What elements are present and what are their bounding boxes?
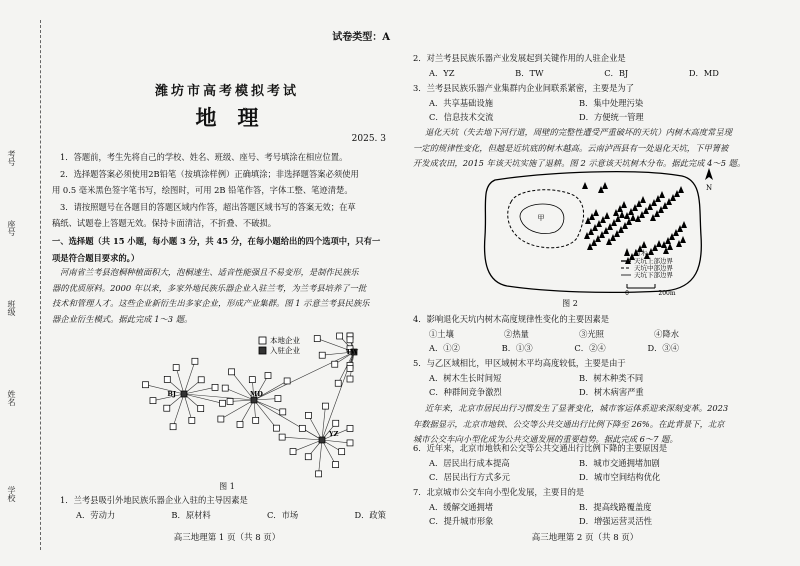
section-heading <box>52 235 402 264</box>
local-enterprise-node <box>333 462 339 468</box>
local-enterprise-node <box>347 376 353 382</box>
tree-legend-icon <box>624 248 630 256</box>
local-enterprise-node <box>337 333 343 339</box>
inbound-enterprise-node <box>181 391 187 397</box>
paper-type: 试卷类型：A <box>332 32 390 43</box>
question-4-items <box>429 328 679 341</box>
option-d[interactable]: D．城市空间结构优化 <box>579 472 661 482</box>
tree-icon <box>667 243 673 250</box>
passage-line: 器企业衍生模式。据此完成 1～3 题。 <box>52 313 193 324</box>
tree-icon <box>659 191 665 198</box>
question-7-options-row2 <box>429 515 652 528</box>
option-d[interactable]: D．③④ <box>647 343 679 353</box>
local-enterprise-node <box>253 417 259 423</box>
option-a[interactable]: A．居民出行成本提高 <box>429 458 510 468</box>
local-enterprise-node <box>198 406 204 412</box>
section-heading-line: 一、选择题（共 15 小题，每小题 3 分，共 45 分，在每小题给出的四个选项中，只有一 <box>52 236 381 246</box>
local-enterprise-node <box>280 409 286 415</box>
option-b[interactable]: B．城市交通拥堵加剧 <box>579 458 660 468</box>
figure-1-caption: 图 1 <box>219 482 235 491</box>
local-enterprise-node <box>212 384 218 390</box>
local-enterprise-node <box>347 365 353 371</box>
local-enterprise-node <box>333 420 339 426</box>
legend-local-swatch <box>259 337 266 344</box>
local-enterprise-node <box>339 449 345 455</box>
local-enterprise-node <box>305 454 311 460</box>
figure-2-caption: 图 2 <box>562 299 578 308</box>
option-b[interactable]: B．提高线路覆盖度 <box>579 502 652 512</box>
legend-upper: 天坑上部边界 <box>634 257 673 265</box>
local-enterprise-node <box>347 425 353 431</box>
local-enterprise-node <box>332 361 338 367</box>
option-c[interactable]: C．种群间竞争激烈 <box>429 387 502 397</box>
network-link <box>184 361 195 394</box>
tree-icon <box>656 240 662 247</box>
question-1: 1．兰考县吸引外地民族乐器企业入驻的主导因素是 <box>60 495 248 505</box>
option-a[interactable]: A．缓解交通拥堵 <box>429 502 494 512</box>
network-link <box>184 387 215 394</box>
subject-title: 地 理 <box>195 106 259 130</box>
passage-2 <box>413 126 793 170</box>
node-label-tw: TW <box>345 348 358 356</box>
question-2-options <box>429 67 719 80</box>
question-4: 4．影响退化天坑内树木高度规律性变化的主要因素是 <box>413 314 610 324</box>
node-label-md: MD <box>250 390 263 398</box>
passage-line: 年数据显示，北京市地铁、公交等公共交通出行比例下降至 26%。在此背景下，北京 <box>413 418 725 429</box>
option-b[interactable]: B．①③ <box>501 343 533 353</box>
local-enterprise-node <box>150 398 156 404</box>
passage-line: 器的优质原料。2000 年以来，多家外地民族乐器企业入驻兰考，为兰考县培养了一批 <box>52 282 367 293</box>
local-enterprise-node <box>143 382 149 388</box>
local-enterprise-node <box>227 398 233 404</box>
tree-icon <box>593 209 599 216</box>
instruction-line: 1．答题前，考生先将自己的学校、姓名、班级、座号、考号填涂在相应位置。 <box>60 152 348 162</box>
question-7-options-row1 <box>429 501 651 514</box>
network-link <box>254 400 322 440</box>
passage-line: 退化天坑（失去地下河行道，周壁的完整性遭受严重破坏的天坑）内树木高度常呈现 <box>425 127 732 137</box>
option-d[interactable]: D．增强运营灵活性 <box>579 516 653 526</box>
question-6-options-row1 <box>429 457 660 470</box>
tree-icon <box>680 236 686 243</box>
option-d[interactable]: D．树木病害严重 <box>579 387 644 397</box>
network-link <box>319 440 322 474</box>
tree-icon <box>681 221 687 228</box>
network-link <box>173 394 184 427</box>
binding-label-class: 班级 <box>7 300 16 316</box>
question-6: 6．近年来，北京市地铁和公交等公共交通出行比例下降的主要原因是 <box>413 443 668 453</box>
local-enterprise-node <box>335 380 341 386</box>
network-link <box>240 400 254 424</box>
tree-icon <box>582 182 588 189</box>
legend-middle: 天坑中部边界 <box>634 264 673 272</box>
network-nodes <box>143 333 357 477</box>
option-d[interactable]: D．MD <box>688 68 719 78</box>
page-footer: 高三地理第 1 页（共 8 页） <box>173 533 281 543</box>
tree-icon <box>640 196 646 203</box>
tree-icon <box>604 212 610 219</box>
local-enterprise-node <box>305 412 311 418</box>
question-6-options-row2 <box>429 471 660 484</box>
local-enterprise-node <box>170 424 176 430</box>
passage-line: 河南省兰考县泡桐种植面积大，泡桐速生、适音性能强且不易变形，是制作民族乐 <box>60 267 359 277</box>
local-enterprise-node <box>273 425 279 431</box>
local-enterprise-node <box>299 425 305 431</box>
question-7: 7．北京城市公交车向小型化发展，主要目的是 <box>413 487 585 497</box>
scale-zero: 0 <box>625 290 629 297</box>
tree-icon <box>678 186 684 193</box>
figure-1-network <box>104 332 358 482</box>
binding-margin <box>0 0 48 566</box>
passage-line: 技术和管理人才。这些企业新衍生出多家企业，形成产业集群。图 1 示意兰考县民族乐 <box>52 298 370 309</box>
question-4-options <box>429 342 679 355</box>
question-3-options-row2 <box>429 111 644 124</box>
option-c[interactable]: C．市场 <box>266 510 299 520</box>
binding-label-examno: 考号 <box>7 150 16 166</box>
option-b[interactable]: B．树木种类不同 <box>579 373 644 383</box>
north-arrow-icon <box>705 168 713 180</box>
instruction-line: 2．选择题答案必须使用2B铅笔（按填涂样例）正确填涂；非选择题答案必须使用 <box>60 168 359 179</box>
instructions <box>52 151 402 230</box>
local-enterprise-node <box>275 396 281 402</box>
option-d[interactable]: D．方便统一管理 <box>579 112 644 122</box>
binding-label-seat: 座号 <box>7 220 16 236</box>
local-enterprise-node <box>249 377 255 383</box>
network-link <box>282 437 322 440</box>
local-enterprise-node <box>284 378 290 384</box>
passage-line: 一定的规律性变化，但越是近坑底的树木越高。云南泸西县有一处退化天坑，下甲箐被 <box>413 142 729 153</box>
network-link <box>146 385 184 394</box>
tree-icon <box>630 214 636 221</box>
option-c[interactable]: C．②④ <box>574 343 606 353</box>
local-enterprise-node <box>347 440 353 446</box>
local-enterprise-node <box>222 385 228 391</box>
local-enterprise-node <box>319 352 325 358</box>
network-link <box>230 400 254 401</box>
local-enterprise-node <box>219 400 225 406</box>
option-b[interactable]: B．TW <box>515 68 544 78</box>
option-c[interactable]: C．居民出行方式多元 <box>429 472 511 482</box>
question-2: 2．对兰考县民族乐器产业发展起到关键作用的人驻企业是 <box>413 53 626 63</box>
region-label-jia: 甲 <box>537 214 545 222</box>
section-heading-line: 项是符合题目要求的。） <box>52 252 140 263</box>
network-link <box>184 394 192 420</box>
local-enterprise-node <box>173 365 179 371</box>
passage-1 <box>52 266 402 325</box>
binding-label-name: 姓名 <box>7 390 16 406</box>
option-d[interactable]: D．政策 <box>354 510 386 520</box>
exam-date: 2025. 3 <box>351 134 386 144</box>
figure-2-legend <box>621 248 676 297</box>
option-c[interactable]: C．BJ <box>604 68 629 78</box>
binding-label-school: 学校 <box>7 486 16 502</box>
item-1: ①土壤 <box>429 329 454 339</box>
local-enterprise-node <box>237 421 243 427</box>
option-a[interactable]: A．YZ <box>429 68 455 78</box>
north-label: N <box>705 184 713 192</box>
local-enterprise-node <box>198 377 204 383</box>
tree-icon <box>621 201 627 208</box>
option-a[interactable]: A．树木生长时间短 <box>429 373 502 383</box>
node-label-bj: BJ <box>167 390 176 398</box>
page-2 <box>405 0 795 566</box>
network-link <box>254 400 276 428</box>
question-5: 5．与乙区域相比，甲区域树木平均高度较低，主要是由于 <box>413 358 626 368</box>
legend-tree: 树木 <box>634 249 647 257</box>
passage-line: 开发成农田，2015 年该天坑实施了退耕。图 2 示意该天坑树木分布。据此完成 4～5 题。 <box>413 158 746 169</box>
node-label-yz: YZ <box>329 430 339 438</box>
local-enterprise-node <box>314 336 320 342</box>
local-enterprise-node <box>265 373 271 379</box>
passage-3 <box>413 402 798 446</box>
legend-in-swatch <box>259 347 266 354</box>
local-enterprise-node <box>316 471 322 477</box>
question-3: 3．兰考县民族乐器产业集群内企业间联系紧密，主要是为了 <box>413 83 634 93</box>
item-4: ④降水 <box>654 329 679 339</box>
local-enterprise-node <box>164 376 170 382</box>
local-enterprise-node <box>322 403 328 409</box>
legend-lower: 天坑下部边界 <box>634 271 673 279</box>
option-b[interactable]: B．原材料 <box>171 510 211 520</box>
page-footer: 高三地理第 2 页（共 8 页） <box>531 533 639 543</box>
local-enterprise-node <box>192 358 198 364</box>
tree-icon <box>602 182 608 189</box>
question-3-options-row1 <box>429 97 643 110</box>
figure-2-sinkhole-map <box>477 166 727 298</box>
network-link <box>184 394 254 400</box>
passage-line: 城市公交车向小型化成为公共交通发展的重要趋势。据此完成 6～7 题。 <box>413 434 678 445</box>
page-1 <box>52 0 402 566</box>
question-1-options <box>76 509 386 522</box>
option-a[interactable]: A．共享基础设施 <box>429 98 494 108</box>
tree-icon <box>619 211 625 218</box>
question-5-options-row1 <box>429 372 643 385</box>
legend-local-label: 本地企业 <box>270 336 300 345</box>
local-enterprise-node <box>290 449 296 455</box>
item-2: ②热量 <box>504 329 529 339</box>
middle-boundary <box>508 190 584 248</box>
local-enterprise-node <box>189 417 195 423</box>
legend-in-label: 入驻企业 <box>270 346 300 355</box>
item-3: ③光照 <box>579 329 604 339</box>
local-enterprise-node <box>164 405 170 411</box>
passage-line: 近年来，北京市居民出行习惯发生了显著变化，城市客运体系迎来深刻变革。2023 <box>425 403 729 413</box>
network-link <box>176 368 184 394</box>
binding-line <box>40 20 41 550</box>
exam-name: 潍坊市高考模拟考试 <box>154 84 299 99</box>
network-link <box>254 399 278 400</box>
tree-icon <box>641 241 647 248</box>
option-a[interactable]: A．劳动力 <box>76 510 116 520</box>
instruction-line: 用 0.5 毫米黑色签字笔书写，绘图时，可用 2B 铅笔作答，字体工整、笔迹清楚。 <box>52 185 353 196</box>
option-b[interactable]: B．集中处理污染 <box>579 98 644 108</box>
instruction-line: 3．请按照题号在各题目的答题区域内作答，超出答题区域书写的答案无效；在草 <box>60 201 356 212</box>
inbound-enterprise-node <box>319 437 325 443</box>
scale-length: 200m <box>658 290 676 297</box>
local-enterprise-node <box>279 434 285 440</box>
local-enterprise-node <box>218 416 224 422</box>
local-enterprise-node <box>229 369 235 375</box>
instruction-line: 稿纸、试题卷上答题无效。保持卡面清洁，不折叠、不破损。 <box>52 218 277 229</box>
option-c[interactable]: C．提升城市形象 <box>429 516 494 526</box>
option-a[interactable]: A．①② <box>429 343 460 353</box>
option-c[interactable]: C．信息技术交流 <box>429 112 494 122</box>
question-5-options-row2 <box>429 386 644 399</box>
local-enterprise-node <box>347 337 353 343</box>
